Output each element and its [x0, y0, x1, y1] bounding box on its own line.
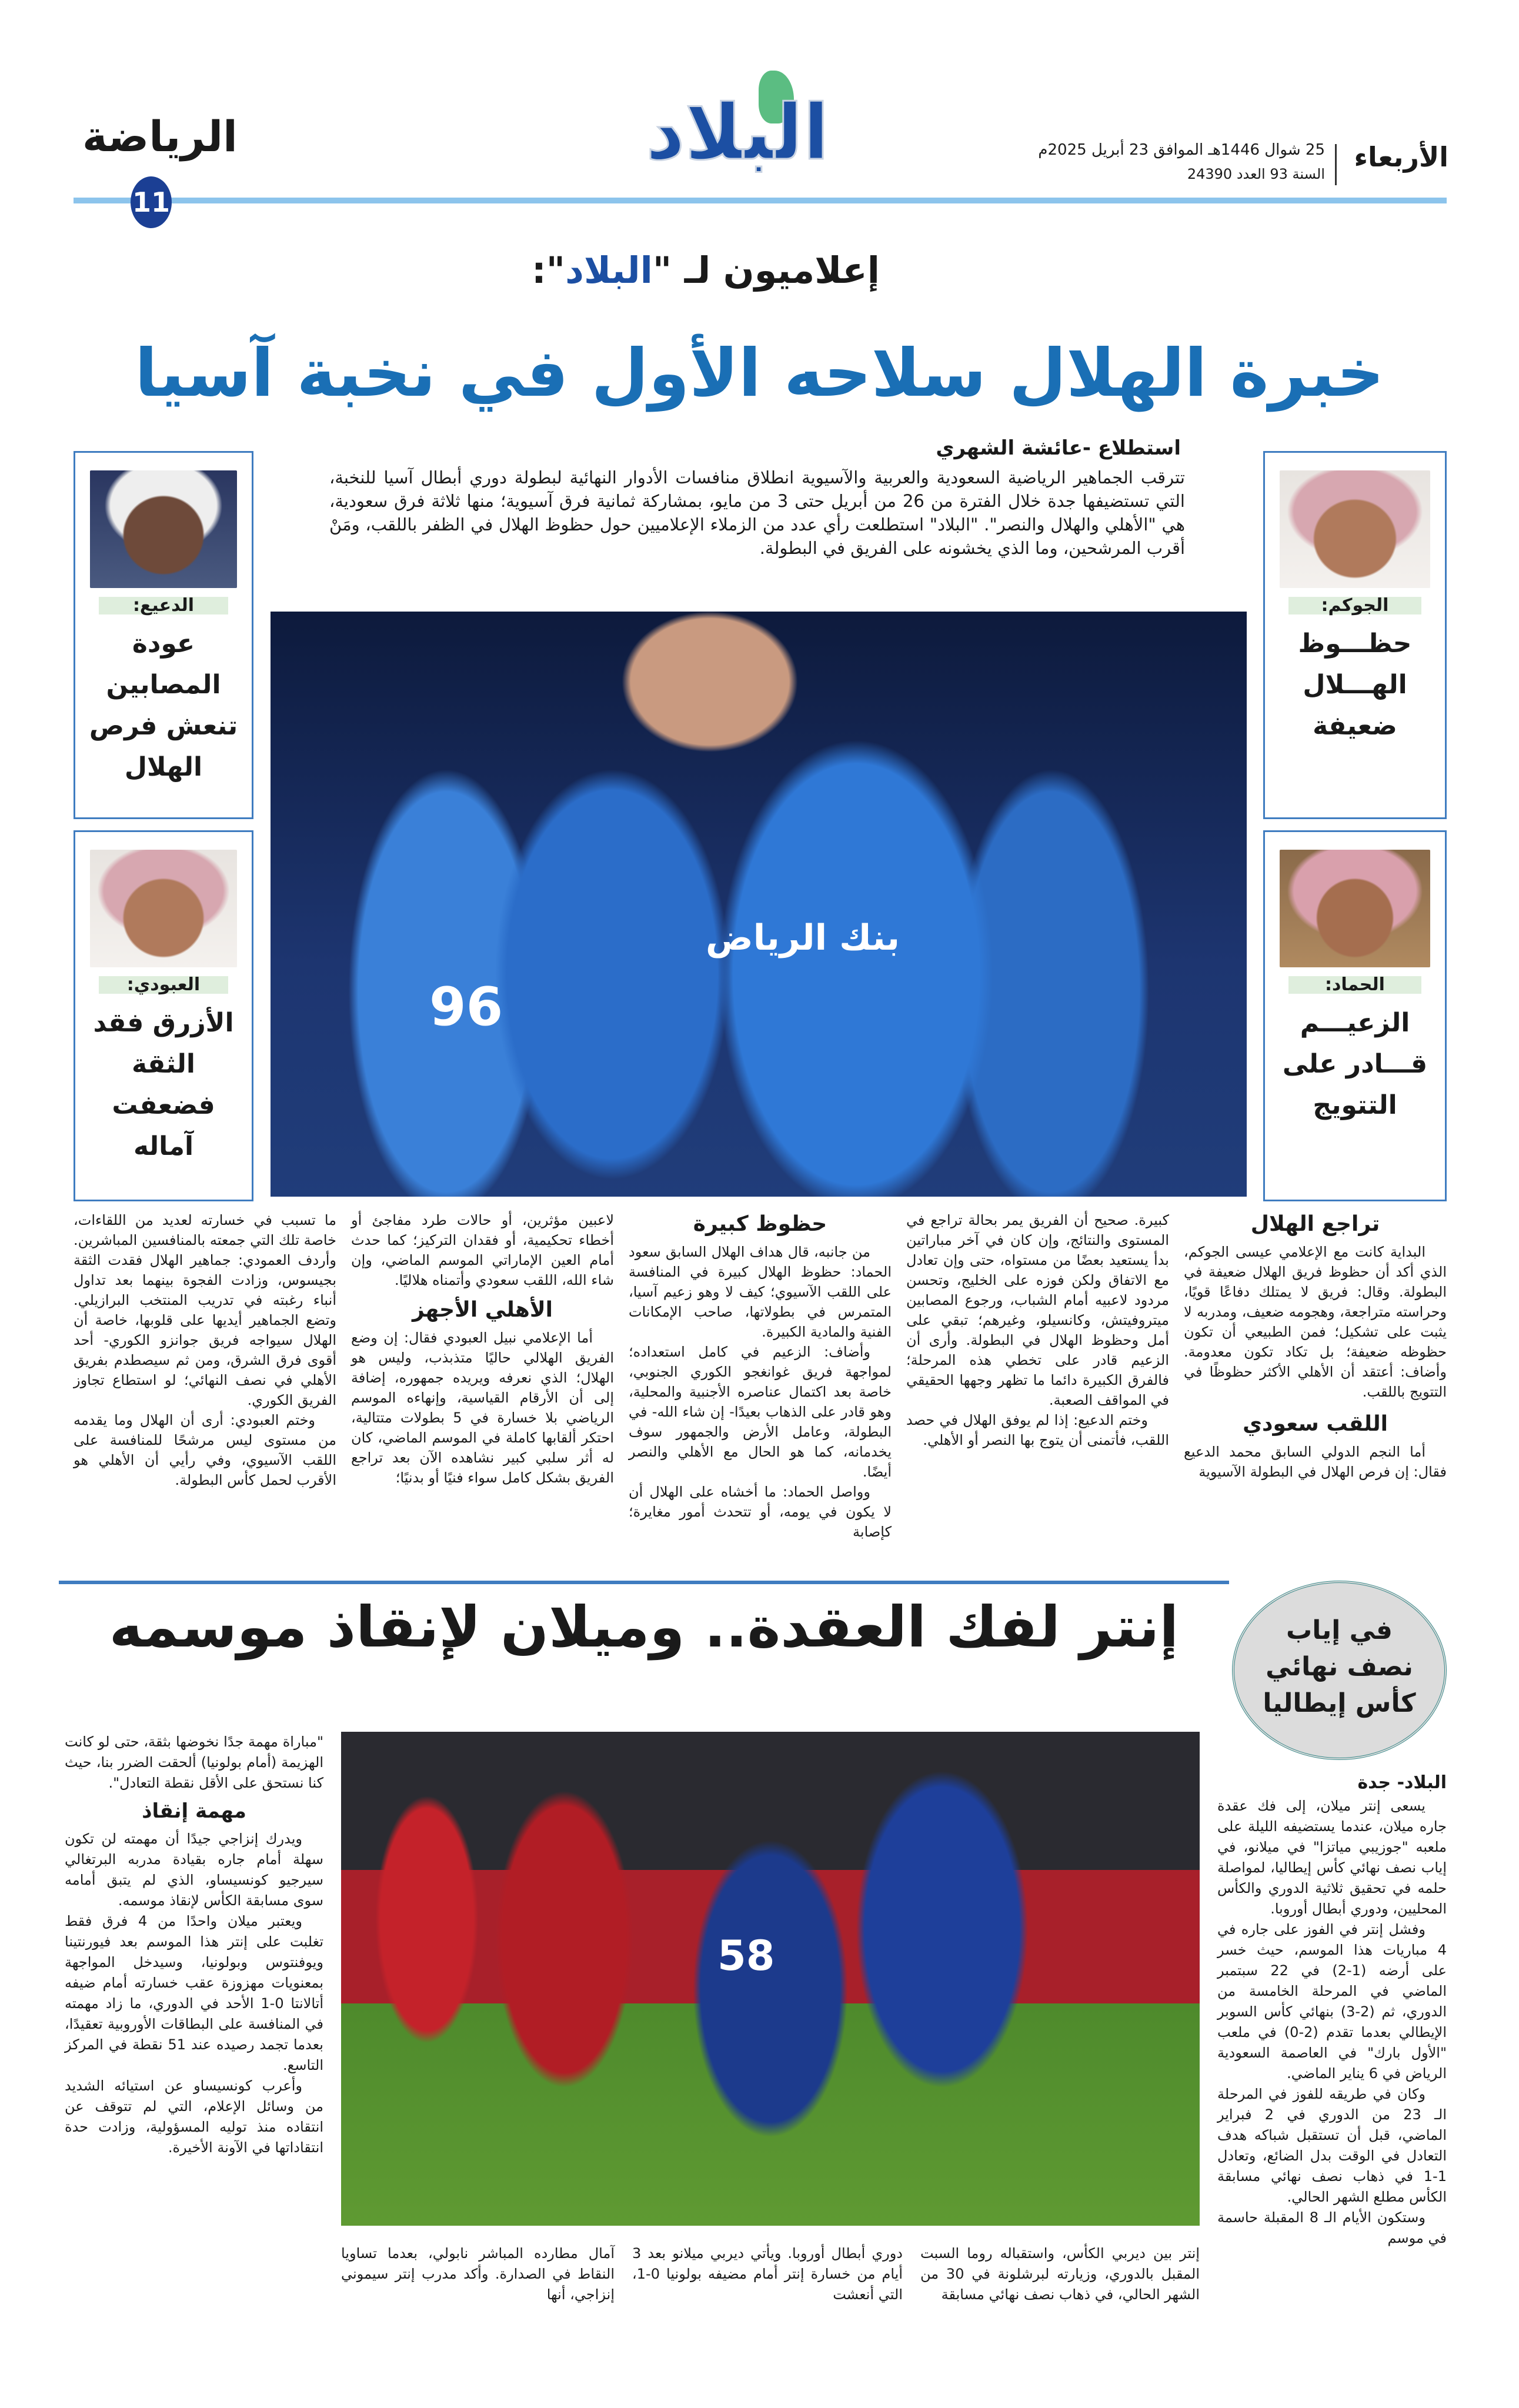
shirt-number: 58: [717, 1932, 775, 1980]
paragraph: أما الإعلامي نبيل العبودي فقال: إن وضع الفريق الهلالي حاليًا متذبذب، وليس هو الهلال؛ الذي نعرفه ويريده جمهوره، إضافة إلى أن الأرقام القياسية، وإنهاءه الموسم الرياضي بلا خسارة في 5 بطولات متتالية، احتكر ألقابها كاملة في الموسم الماضي، كان له أثر سلبي كبير نشاهده الآن بعد تراجع الفريق بشكل كامل سواء فنيًا أو بدنيًا؛: [351, 1330, 614, 1486]
paragraph: كبيرة. صحيح أن الفريق يمر بحالة تراجع في المستوى والنتائج، وإن كان في آخر مباراتين بدأ يستعيد بعضًا من مستواه، حتى وإن تعادل مع الاتفاق ولكن فوزه على الخليج، وتحسن مردود لاعبيه أمام الشباب، ورجوع المصابين ميتروفيتش، وكانسيلو، وغيرهم؛ تبقي على أمل وحظوظ الهلال في البطولة. وأرى أن الزعيم قادر على تخطي هذه المرحلة؛ فالفرق الكبيرة دائما ما تظهر وجهها الحقيقي في المواقف الصعبة.: [906, 1212, 1169, 1408]
subheading: اللقب سعودي: [1243, 1412, 1388, 1436]
article-column-2: [906, 1210, 1169, 1450]
kicker-brand: البلاد: [565, 249, 653, 292]
paragraph: إنتر بين ديربي الكأس، واستقباله روما السبت المقبل بالدوري، وزيارته لبرشلونة في 30 من الشهر الحالي، في ذهاب نصف نهائي مسابقة: [920, 2245, 1200, 2303]
subheading: الأهلي الأجهز: [412, 1298, 553, 1322]
newspaper-logo: [646, 71, 829, 188]
paragraph: وختم العبودي: أرى أن الهلال وما يقدمه من مستوى ليس مرشحًا للمنافسة على اللقب الآسيوي، وفي رأيي أن الأهلي هو الأقرب لحمل كأس البطولة.: [74, 1412, 336, 1488]
portrait-photo: [90, 850, 237, 967]
photo-inter-milan-match: [341, 1732, 1200, 2226]
quote-box-aljokam: [1263, 451, 1447, 819]
paragraph: آمال مطارده المباشر نابولي، بعدما تساويا النقاط في الصدارة. وأكد مدرب إنتر سيموني إنزاجي، أنها: [341, 2245, 615, 2303]
article2-right-column: [1217, 1770, 1447, 2249]
section-title: الرياضة: [82, 112, 238, 161]
kicker: [412, 247, 1000, 294]
article-column-3: [629, 1210, 892, 1542]
subheading: تراجع الهلال: [1250, 1212, 1380, 1236]
dateline: البلاد- جدة: [1357, 1772, 1447, 1793]
portrait-photo: [1280, 850, 1430, 967]
paragraph: يسعى إنتر ميلان، إلى فك عقدة جاره ميلان، عندما يستضيفه الليلة على ملعبه "جوزيبي مياتزا" في ميلانو، في إياب نصف نهائي كأس إيطاليا، لمواصلة حلمه في تحقيق ثلاثية الدوري والكأس المحليين، ودوري أبطال أوروبا.: [1217, 1798, 1447, 1917]
quote-text: الزعيـــم قـــادر على التتويج: [1282, 1008, 1428, 1120]
page-number: 11: [131, 176, 172, 228]
weekday: الأربعاء: [1354, 141, 1448, 173]
main-headline: خبرة الهلال سلاحه الأول في نخبة آسيا: [135, 335, 1384, 412]
paragraph: وكان في طريقه للفوز في المرحلة الـ 23 من الدوري في 2 فبراير الماضي، قبل أن تستقبل شباكه هدف التعادل في الوقت بدل الضائع، وتعادل 1-1 في ذهاب نصف نهائي مسابقة الكأس مطلع الشهر الحالي.: [1217, 2086, 1447, 2205]
issue-date: 25 شوال 1446هـ الموافق 23 أبريل 2025م: [1038, 141, 1325, 159]
paragraph: ويدرك إنزاجي جيدًا أن مهمته لن تكون سهلة أمام جاره بقيادة مدربه البرتغالي سيرجيو كونسيساو، الذي لم يتبق أمامه سوى مسابقة الكأس لإنقاذ موسمه.: [65, 1831, 323, 1909]
second-headline: إنتر لفك العقدة.. وميلان لإنقاذ موسمه: [109, 1594, 1179, 1660]
badge-text: في إياب نصف نهائي كأس إيطاليا: [1263, 1615, 1416, 1718]
paragraph: أما النجم الدولي السابق محمد الدعيع فقال: إن فرص الهلال في البطولة الآسيوية: [1184, 1444, 1447, 1480]
paragraph: ويعتبر ميلان واحدًا من 4 فرق فقط تغلبت على إنتر هذا الموسم بعد فيورنتينا ويوفنتوس وبولونيا، وسيدخل المواجهة بمعنويات مهزوزة عقب خسارته أمام ضيفه أتالانتا 0-1 الأحد في الدوري، ما زاد مهمته في المنافسة على البطاقات الأوروبية تعقيدًا، بعدما تجمد رصيده عند 51 نقطة في المركز التاسع.: [65, 1913, 323, 2073]
portrait-photo: [1280, 470, 1430, 588]
quote-name: الجوكم:: [1288, 597, 1421, 614]
portrait-photo: [90, 470, 237, 588]
section-divider: [59, 1581, 1229, 1584]
subheading: مهمة إنقاذ: [142, 1799, 246, 1823]
paragraph: وواصل الحماد: ما أخشاه على الهلال أن لا يكون في يومه، أو تتحدث أمور مغايرة؛ كإصابة: [629, 1484, 892, 1540]
kicker-suffix: ":: [532, 249, 566, 292]
intro-paragraph: تترقب الجماهير الرياضية السعودية والعربية والآسيوية انطلاق منافسات الأدوار النهائية لبطولة دوري أبطال آسيا للنخبة، التي تستضيفها جدة خلال الفترة من 26 من أبريل حتى 3 من مايو، بمشاركة ثمانية فرق آسيوية؛ منها ثلاثة فرق سعودية، هي "الأهلي والهلال والنصر". "البلاد" استطلعت رأي عدد من الزملاء الإعلاميين حول حظوظ الهلال في الظفر باللقب، ومَنْ أقرب المرشحين، وما الذي يخشونه على الفريق في البطولة.: [329, 467, 1185, 558]
kicker-prefix: إعلاميون لـ ": [652, 249, 880, 292]
paragraph: لاعبين مؤثرين، أو حالات طرد مفاجئ أو أخطاء تحكيمية، أو فقدان التركيز؛ كما حدث أمام العين الإماراتي الموسم الماضي، وإن شاء الله، اللقب سعودي وأتمناه هلاليًا.: [351, 1212, 614, 1288]
issue-number: السنة 93 العدد 24390: [1187, 166, 1325, 182]
quote-box-alabboudi: [74, 830, 253, 1201]
quote-text: الأزرق فقد الثقة فضعفت آماله: [93, 1008, 234, 1161]
topic-badge: [1232, 1581, 1447, 1760]
shirt-sponsor: بنك الرياض: [706, 917, 900, 958]
paragraph: وستكون الأيام الـ 8 المقبلة حاسمة في موسم: [1217, 2209, 1447, 2246]
date-block: [1038, 141, 1448, 188]
main-photo-alhilal-players: [271, 612, 1247, 1197]
quote-text: عودة المصابين تنعش فرص الهلال: [89, 629, 238, 782]
logo-text: البلاد: [646, 88, 829, 177]
article-column-5: [74, 1210, 336, 1490]
paragraph: وأضاف: الزعيم في كامل استعداده؛ لمواجهة فريق غوانغجو الكوري الجنوبي، خاصة بعد اكتمال عناصره الأجنبية والمحلية، وهو قادر على الذهاب بعيدًا- إن شاء الله- في البطولة، وعامل الأرض والجمهور سوف يخدمانه، كما هو الحال مع الأهلي والنصر أيضًا.: [629, 1344, 892, 1480]
quote-name: العبودي:: [99, 976, 228, 994]
article2-bottom-column-2: [632, 2243, 903, 2305]
paragraph: وختم الدعيع: إذا لم يوفق الهلال في حصد اللقب، فأتمنى أن يتوج بها النصر أو الأهلي.: [906, 1412, 1169, 1448]
quote-name: الحماد:: [1288, 976, 1421, 994]
paragraph: "مباراة مهمة جدًا نخوضها بثقة، حتى لو كانت الهزيمة (أمام بولونيا) ألحقت الضرر بنا، حيث كنا نستحق على الأقل نقطة التعادل".: [65, 1734, 323, 1791]
quote-box-aldeayea: [74, 451, 253, 819]
paragraph: وأعرب كونسيساو عن استيائه الشديد من وسائل الإعلام، التي لم تتوقف عن انتقاده منذ توليه المسؤولية، وزادت حدة انتقاداتها في الآونة الأخيرة.: [65, 2078, 323, 2156]
article-column-1: [1184, 1210, 1447, 1482]
paragraph: ما تسبب في خسارته لعديد من اللقاءات، خاصة تلك التي جمعته بالمنافسين المباشرين. وأردف العمودي: جماهير الهلال فقدت الثقة بجيسوس، وزادت الفجوة بينهما بعد تداول أنباء رغبته في تدريب المنتخب البرازيلي. وتضع الجماهير أيديها على قلوبها، خاصة أن الهلال سيواجه فريق جوانزو الكوري- أحد أقوى فرق الشرق، ومن ثم سيصطدم بفريق الأهلي في نصف النهائي؛ لو استطاع تجاوز الفريق الكوري.: [74, 1212, 336, 1408]
article2-bottom-column-3: [341, 2243, 615, 2305]
quote-text: حظـــوظ الهـــلال ضعيفة: [1298, 629, 1412, 741]
quote-box-alhammad: [1263, 830, 1447, 1201]
header-rule: [74, 198, 1447, 203]
paragraph: دوري أبطال أوروبا. ويأتي ديربي ميلانو بعد 3 أيام من خسارة إنتر أمام مضيفه بولونيا 0-1، التي أنعشت: [632, 2245, 903, 2303]
paragraph: البداية كانت مع الإعلامي عيسى الجوكم، الذي أكد أن حظوظ فريق الهلال ضعيفة في البطولة. وقال: فريق لا يمتلك دفاعًا قويًا، وحراسته متراجعة، وهجومه ضعيف، ومدربه لا يثبت على تشكيل؛ فمن الطبيعي أن تكون حظوظه ضعيفة؛ بل تكاد تكون معدومة. وأضاف: أعتقد أن الأهلي الأكثر حظوظًا في التتويج باللقب.: [1184, 1244, 1447, 1400]
subheading: حظوظ كبيرة: [693, 1212, 827, 1236]
byline: استطلاع -عائشة الشهري: [936, 436, 1181, 460]
divider: [1335, 144, 1337, 185]
paragraph: من جانبه، قال هداف الهلال السابق سعود الحماد: حظوظ الهلال كبيرة في المنافسة على اللقب الآسيوي؛ كيف لا وهو زعيم آسيا، المتمرس في بطولاتها، صاحب الإمكانات الفنية والمادية الكبيرة.: [629, 1244, 892, 1340]
quote-name: الدعيع:: [99, 597, 228, 614]
article-column-4: [351, 1210, 614, 1488]
article2-left-column: [65, 1732, 323, 2158]
paragraph: وفشل إنتر في الفوز على جاره في 4 مباريات هذا الموسم، حيث خسر على أرضه (1-2) في 22 سبتمبر الماضي في المرحلة الخامسة من الدوري، ثم (2-3) بنهائي كأس السوبر الإيطالي بعدما تقدم (2-0) في ملعب "الأول بارك" في العاصمة السعودية الرياض في 6 يناير الماضي.: [1217, 1921, 1447, 2082]
shirt-number: 96: [429, 976, 503, 1038]
article2-bottom-column-1: [920, 2243, 1200, 2305]
